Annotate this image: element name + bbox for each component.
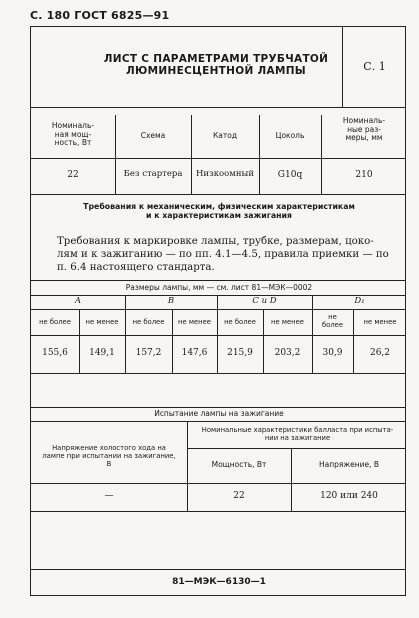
dims-group-b: B	[167, 296, 175, 306]
title-divider	[31, 107, 405, 108]
ignition-power-value: 22	[233, 491, 245, 501]
main-table-header-divider	[31, 158, 405, 159]
header-nominal-power	[31, 122, 115, 148]
cell-power: 22	[67, 170, 79, 180]
dims-value: 30,9	[322, 348, 343, 358]
requirements-paragraph-line: лям и к зажиганию — по пп. 4.1—4.5, правила приемки — по	[57, 249, 389, 261]
header-base: Цоколь	[275, 131, 305, 140]
main-table-col-divider	[191, 115, 192, 194]
dims-value: 215,9	[227, 348, 253, 358]
requirements-heading	[31, 203, 407, 221]
ignition-col-divider	[291, 448, 292, 511]
ignition-open-voltage-header-line: лампе при испытании на зажигание,	[42, 451, 176, 460]
dims-sub-max-line: более	[321, 320, 344, 329]
ignition-open-voltage-value: —	[104, 491, 114, 501]
parameter-sheet-frame	[30, 26, 406, 596]
dims-value: 155,6	[42, 348, 68, 358]
cell-size: 210	[355, 170, 373, 180]
ignition-header-bottom	[31, 483, 405, 484]
requirements-heading-line: Требования к механическим, физическим характеристикам	[83, 202, 355, 211]
dims-value: 26,2	[369, 348, 391, 358]
ignition-voltage-value: 120 или 240	[320, 491, 378, 501]
cell-base: G10q	[277, 170, 303, 180]
ignition-open-voltage-header-line: В	[106, 459, 112, 468]
dims-subheader-divider	[31, 335, 405, 336]
requirements-paragraph-line: п. 6.4 настоящего стандарта.	[57, 262, 215, 274]
header-nominal-size	[321, 117, 407, 143]
cell-cathode: Низкоомный	[196, 169, 254, 179]
dims-group-d1: D₁	[354, 296, 365, 306]
ignition-ballast-header-line: нии на зажигание	[264, 433, 331, 442]
requirements-paragraph	[57, 235, 402, 274]
dims-sub-min: не менее	[178, 318, 211, 326]
dims-table-bottom	[31, 373, 405, 374]
footer-divider	[31, 569, 405, 570]
ignition-open-voltage-header	[31, 445, 187, 468]
ignition-power-header: Мощность, Вт	[211, 460, 267, 469]
ignition-open-voltage-header-line: Напряжение холостого хода на	[52, 444, 166, 452]
dims-sub-max: не более	[132, 318, 165, 326]
sheet-title-line1: ЛИСТ С ПАРАМЕТРАМИ ТРУБЧАТОЙ	[103, 53, 329, 65]
dims-group-c-d: C и D	[252, 296, 277, 306]
header-nominal-size-line: меры, мм	[345, 133, 383, 143]
main-table-col-divider	[259, 115, 260, 194]
dims-sub-min: не менее	[363, 318, 397, 326]
sheet-title	[91, 53, 341, 77]
header-scheme: Схема	[140, 131, 166, 140]
ignition-voltage-header: Напряжение, В	[318, 460, 380, 469]
header-nominal-power-line: ность, Вт	[54, 138, 92, 148]
ignition-title-divider	[31, 421, 405, 422]
requirements-heading-line: и к характеристикам зажигания	[146, 210, 292, 220]
dims-value: 147,6	[181, 348, 208, 358]
ignition-ballast-divider	[187, 448, 405, 449]
dims-value: 149,1	[89, 348, 115, 358]
dims-value: 157,2	[135, 348, 162, 358]
header-nominal-size-line: ные раз-	[347, 124, 381, 134]
dims-table-title: Размеры лампы, мм — см. лист 81—МЭК—0002	[125, 283, 313, 292]
sheet-page-label: С. 1	[363, 60, 386, 73]
dims-sub-max: не более	[224, 318, 256, 326]
ignition-table-bottom	[31, 511, 405, 512]
dims-sub-max-line: не	[328, 313, 337, 321]
dims-table-top	[31, 280, 405, 281]
ignition-table-top	[31, 407, 405, 408]
dims-sub-max	[312, 314, 353, 330]
sheet-title-line2: ЛЮМИНЕСЦЕНТНОЙ ЛАМПЫ	[126, 65, 306, 78]
dims-sub-min: не менее	[271, 318, 304, 326]
main-table-col-divider	[115, 115, 116, 194]
dims-title-divider	[31, 295, 405, 296]
dims-group-divider	[31, 309, 405, 310]
dims-sub-max: не более	[39, 318, 71, 326]
page-header: С. 180 ГОСТ 6825—91	[30, 9, 170, 22]
dims-sub-min: не менее	[85, 318, 119, 326]
header-nominal-power-line: ная мощ-	[54, 129, 92, 139]
ignition-ballast-header-line: Номинальные характеристики балласта при испыта-	[201, 426, 394, 434]
dims-value: 203,2	[274, 348, 301, 358]
cell-scheme: Без стартера	[123, 169, 183, 179]
dims-group-a: A	[74, 296, 82, 306]
ignition-table-title: Испытание лампы на зажигание	[154, 409, 284, 418]
sheet-footer: 81—МЭК—6130—1	[172, 577, 266, 587]
requirements-paragraph-line: Требования к маркировке лампы, трубке, размерам, цоко-	[57, 236, 374, 247]
ignition-ballast-header	[188, 427, 407, 443]
header-cathode: Катод	[212, 131, 238, 140]
main-table-bottom	[31, 194, 405, 195]
header-nominal-power-line: Номиналь-	[51, 121, 95, 130]
header-nominal-size-line: Номиналь-	[342, 116, 386, 125]
